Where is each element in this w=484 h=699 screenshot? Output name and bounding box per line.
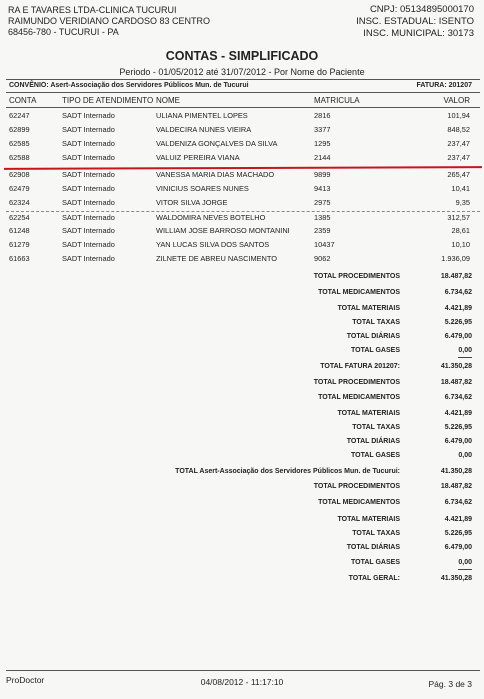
- cell-conta: 62899: [9, 125, 30, 134]
- cell-matricula: 2975: [314, 198, 331, 207]
- cell-conta: 61663: [9, 254, 30, 263]
- total-line: [0, 542, 484, 554]
- total-label: TOTAL GERAL:: [348, 575, 400, 582]
- total-line: [0, 450, 484, 462]
- total-label: TOTAL MEDICAMENTOS: [318, 394, 400, 401]
- total-line: [0, 557, 484, 569]
- cell-nome: WALDOMIRA NEVES BOTELHO: [156, 213, 266, 222]
- cell-conta: 62254: [9, 213, 30, 222]
- cnpj: CNPJ: 05134895000170: [369, 4, 474, 15]
- report-period: Periodo - 01/05/2012 até 31/07/2012 - Por Nome do Paciente: [119, 67, 365, 77]
- total-line: [0, 528, 484, 540]
- cell-conta: 62324: [9, 198, 30, 207]
- total-label: TOTAL PROCEDIMENTOS: [313, 379, 400, 386]
- divider: [6, 107, 480, 108]
- cell-matricula: 2144: [314, 153, 331, 162]
- total-value: 0,00: [458, 452, 472, 459]
- cell-valor: 28,61: [451, 226, 470, 235]
- total-label: TOTAL GASES: [350, 559, 400, 566]
- cell-conta: 61248: [9, 226, 30, 235]
- col-matricula: MATRICULA: [314, 96, 360, 105]
- total-label: TOTAL TAXAS: [352, 319, 400, 326]
- cell-valor: 312,57: [447, 213, 470, 222]
- table-row: [6, 138, 480, 150]
- cell-matricula: 9062: [314, 254, 331, 263]
- cell-valor: 265,47: [447, 170, 470, 179]
- cell-nome: WILLIAM JOSE BARROSO MONTANINI: [156, 226, 290, 235]
- cell-matricula: 1385: [314, 213, 331, 222]
- total-line: [0, 317, 484, 329]
- total-label: TOTAL DIÁRIAS: [346, 438, 400, 445]
- total-label: TOTAL TAXAS: [352, 530, 400, 537]
- table-row: [6, 253, 480, 265]
- cell-nome: VALUIZ PEREIRA VIANA: [156, 153, 240, 162]
- table-row: [6, 110, 480, 122]
- table-row: [6, 152, 480, 164]
- cell-tipo: SADT Internado: [62, 198, 115, 207]
- total-line: [0, 497, 484, 509]
- cell-tipo: SADT Internado: [62, 139, 115, 148]
- total-label: TOTAL MATERIAIS: [337, 516, 400, 523]
- cell-conta: 62588: [9, 153, 30, 162]
- total-line: [0, 408, 484, 420]
- convenio-label: CONVÊNIO: Asert-Associação dos Servidores Públicos Mun. de Tucurui: [9, 82, 249, 89]
- total-label: TOTAL MATERIAIS: [337, 410, 400, 417]
- total-value: 6.734,62: [444, 499, 472, 506]
- cell-matricula: 3377: [314, 125, 331, 134]
- total-label: TOTAL MEDICAMENTOS: [318, 499, 400, 506]
- total-line: [0, 466, 484, 478]
- total-value: 0,00: [458, 345, 472, 358]
- total-line: [0, 422, 484, 434]
- insc-municipal: INSC. MUNICIPAL: 30173: [363, 28, 474, 39]
- table-row: [6, 124, 480, 136]
- cell-tipo: SADT Internado: [62, 254, 115, 263]
- col-tipo: TIPO DE ATENDIMENTO: [62, 96, 154, 105]
- total-value: 4.421,89: [444, 305, 472, 312]
- total-line: [0, 436, 484, 448]
- footer-divider: [6, 670, 480, 671]
- cell-matricula: 1295: [314, 139, 331, 148]
- cell-valor: 9,35: [455, 198, 470, 207]
- total-value: 0,00: [458, 557, 472, 570]
- total-line: [0, 331, 484, 343]
- total-label: TOTAL MATERIAIS: [337, 305, 400, 312]
- table-row: [6, 169, 480, 181]
- total-value: 4.421,89: [444, 410, 472, 417]
- total-label: TOTAL DIÁRIAS: [346, 544, 400, 551]
- total-line: [0, 573, 484, 585]
- cell-matricula: 9899: [314, 170, 331, 179]
- cell-matricula: 10437: [314, 240, 335, 249]
- cell-matricula: 2359: [314, 226, 331, 235]
- total-value: 18.487,82: [440, 483, 472, 490]
- insc-estadual: INSC. ESTADUAL: ISENTO: [356, 16, 474, 27]
- total-label: TOTAL Asert-Associação dos Servidores Públicos Mun. de Tucurui:: [175, 468, 400, 475]
- total-value: 41.350,28: [440, 363, 472, 370]
- total-label: TOTAL TAXAS: [352, 424, 400, 431]
- cell-matricula: 9413: [314, 184, 331, 193]
- table-row: [6, 211, 480, 224]
- col-conta: CONTA: [9, 96, 37, 105]
- cell-valor: 237,47: [447, 153, 470, 162]
- company-name: RA E TAVARES LTDA-CLINICA TUCURUI: [8, 5, 177, 15]
- total-label: TOTAL GASES: [350, 452, 400, 459]
- fatura-label: FATURA: 201207: [416, 82, 472, 89]
- cell-valor: 10,41: [451, 184, 470, 193]
- cell-nome: YAN LUCAS SILVA DOS SANTOS: [156, 240, 270, 249]
- cell-conta: 62479: [9, 184, 30, 193]
- cell-valor: 1.936,09: [441, 254, 470, 263]
- cell-valor: 101,94: [447, 111, 470, 120]
- footer-software: ProDoctor: [6, 675, 45, 685]
- company-address: RAIMUNDO VERIDIANO CARDOSO 83 CENTRO: [8, 16, 211, 26]
- cell-nome: ZILNETE DE ABREU NASCIMENTO: [156, 254, 278, 263]
- total-label: TOTAL PROCEDIMENTOS: [313, 273, 400, 280]
- total-value: 6.479,00: [444, 438, 472, 445]
- total-value: 18.487,82: [440, 379, 472, 386]
- cell-tipo: SADT Internado: [62, 226, 115, 235]
- company-city: 68456-780 - TUCURUI - PA: [8, 27, 119, 37]
- cell-nome: VANESSA MARIA DIAS MACHADO: [156, 170, 275, 179]
- total-value: 6.734,62: [444, 394, 472, 401]
- cell-conta: 62585: [9, 139, 30, 148]
- total-line: [0, 361, 484, 373]
- total-label: TOTAL MEDICAMENTOS: [318, 289, 400, 296]
- total-line: [0, 377, 484, 389]
- table-row: [6, 239, 480, 251]
- divider: [6, 79, 480, 80]
- cell-valor: 237,47: [447, 139, 470, 148]
- total-value: 5.226,95: [444, 530, 472, 537]
- cell-nome: VALDENIZA GONÇALVES DA SILVA: [156, 139, 278, 148]
- cell-tipo: SADT Internado: [62, 111, 115, 120]
- report-title: CONTAS - SIMPLIFICADO: [165, 49, 319, 63]
- cell-tipo: SADT Internado: [62, 240, 115, 249]
- total-label: TOTAL GASES: [350, 347, 400, 354]
- total-line: [0, 303, 484, 315]
- col-valor: VALOR: [443, 96, 470, 105]
- cell-nome: VALDECIRA NUNES VIEIRA: [156, 125, 252, 134]
- total-value: 5.226,95: [444, 319, 472, 326]
- divider: [6, 92, 480, 93]
- cell-valor: 848,52: [447, 125, 470, 134]
- total-value: 18.487,82: [440, 273, 472, 280]
- total-line: [0, 345, 484, 357]
- cell-nome: ULIANA PIMENTEL LOPES: [156, 111, 248, 120]
- cell-tipo: SADT Internado: [62, 213, 115, 222]
- cell-valor: 10,10: [451, 240, 470, 249]
- total-value: 5.226,95: [444, 424, 472, 431]
- total-line: [0, 481, 484, 493]
- cell-tipo: SADT Internado: [62, 184, 115, 193]
- total-line: [0, 392, 484, 404]
- cell-nome: VINICIUS SOARES NUNES: [156, 184, 249, 193]
- total-value: 6.479,00: [444, 544, 472, 551]
- cell-conta: 61279: [9, 240, 30, 249]
- total-line: [0, 514, 484, 526]
- total-value: 6.479,00: [444, 333, 472, 340]
- table-row: [6, 197, 480, 209]
- table-row: [6, 183, 480, 195]
- total-label: TOTAL PROCEDIMENTOS: [313, 483, 400, 490]
- total-value: 6.734,62: [444, 289, 472, 296]
- cell-matricula: 2816: [314, 111, 331, 120]
- total-value: 4.421,89: [444, 516, 472, 523]
- footer-timestamp: 04/08/2012 - 11:17:10: [200, 677, 284, 687]
- total-value: 41.350,28: [440, 575, 472, 582]
- cell-conta: 62247: [9, 111, 30, 120]
- table-row: [6, 225, 480, 237]
- cell-nome: VITOR SILVA JORGE: [156, 198, 228, 207]
- total-label: TOTAL FATURA 201207:: [320, 363, 400, 370]
- cell-conta: 62908: [9, 170, 30, 179]
- total-label: TOTAL DIÁRIAS: [346, 333, 400, 340]
- cell-tipo: SADT Internado: [62, 125, 115, 134]
- footer-page: Pág. 3 de 3: [428, 679, 472, 689]
- total-value: 41.350,28: [440, 468, 472, 475]
- total-line: [0, 287, 484, 299]
- cell-tipo: SADT Internado: [62, 153, 115, 162]
- cell-tipo: SADT Internado: [62, 170, 115, 179]
- total-line: [0, 271, 484, 283]
- col-nome: NOME: [156, 96, 180, 105]
